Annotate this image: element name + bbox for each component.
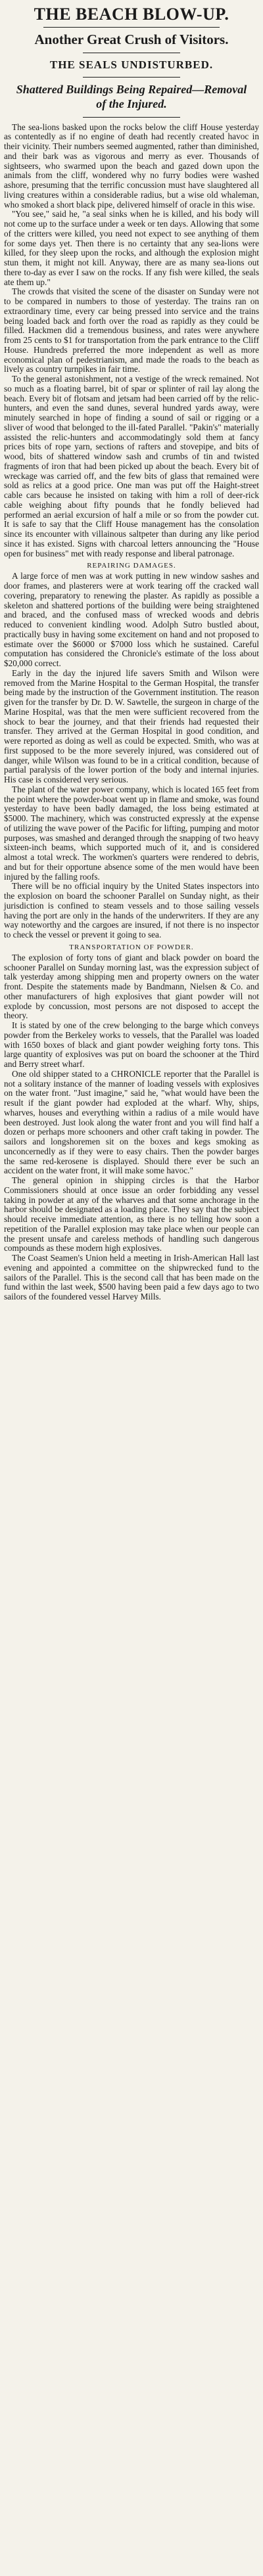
article-paragraph: There will be no official inquiry by the United States inspectors into the explosion on board the schooner Parallel on Sunday night, as their jurisdiction is confined to steam vessels and to those sailing vessels having the port are only in the hands of the underwriters. If they are any way noteworthy and the cargoes are insured, if not there is no inspector to check the vessel or prevent it going to sea. [4, 881, 259, 940]
article-paragraph: The sea-lions basked upon the rocks below the cliff House yesterday as contentedly as if no engine of death had recently created havoc in their vicinity. Their numbers seemed augmented, rather than diminished, and their bark was as vigorous and merry as ever. Thousands of sightseers, who swarmed upon the beach and gazed down upon the animals from the cliff, wondered why no furry bodies were washed ashore, presuming that the terrific concussion must have slaughtered all living creatures within a considerable radius, but a wise old whaleman, who smoked a short black pipe, delivered himself of oracle in this wise. [4, 122, 259, 210]
article-paragraph: A large force of men was at work putting in new window sashes and door frames, and plasterers were at work tearing off the cracked wall covering, preparatory to renewing the plaster. As rapidly as possible a skeleton and shattered portions of the building were being straightened and braced, and the confused mass of wrecked woods and debris reduced to convenient kindling wood. Adolph Sutro bustled about, practically busy in having some excitement on hand and not proposed to estimate over the $6000 or $7000 loss which he sustained. Careful computation has considered the Chronicle's estimate of the loss about $20,000 correct. [4, 571, 259, 669]
article-paragraph: The explosion of forty tons of giant and black powder on board the schooner Parallel on Sunday morning last, was the expression subject of talk yesterday among shipping men and property owners on the water front. Despite the statements made by Bandmann, Nielsen & Co. and other manufacturers of high explosives that giant powder will not explode by concussion, most persons are not disposed to accept the theory. [4, 952, 259, 1021]
subheadline: THE SEALS UNDISTURBED. [49, 58, 214, 72]
article-paragraph: It is stated by one of the crew belonging to the barge which conveys powder from the Berkeley works to vessels, that the Parallel was loaded with 1650 boxes of black and giant powder weighing forty tons. This large quantity of explosives was put on board the schooner at the Third and Berry street wharf. [4, 1020, 259, 1070]
article-paragraph: The crowds that visited the scene of the disaster on Sunday were not to be compared in numbers to those of yesterday. The trains ran on extraordinary time, every car being pressed into service and the trains being loaded back and forth over the road as rapidly as they could be filled. Hackmen did a tremendous business, and rates were anywhere from 25 cents to $1 for transportation from the park entrance to the Cliff House. Hundreds preferred the more independent as well as more economical plan of pedestrianism, and made the roads to the beach as lively as country turnpikes in fair time. [4, 286, 259, 374]
divider-rule [83, 77, 180, 78]
article-paragraph: To the general astonishment, not a vestige of the wreck remained. Not so much as a floating barrel, bit of spar or splinter of rail lay along the beach. Every bit of flotsam and jetsam had been carried off by the relic-hunters, and even the sand dunes, several hundred yards away, were minutely searched in hope of finding a sound of sail or rigging or a sliver of wood that belonged to the ill-fated Parallel. "Pakin's" materially assisted the relic-hunters and accommodatingly sold them at fancy prices bits of rope yarn, sections of rafters and stovepipe, and bits of wood, bits of shattered window sash and crumbs of tin and twisted fragments of iron that had been picked up about the beach. Every bit of wreckage was carried off, and the few bits of glass that remained were sold as relics at a good price. One man was put off the Haight-street cable cars because he insisted on taking with him a roll of deer-rick cable weighing about fifty pounds that he fondly believed had performed an aerial excursion of half a mile or so from the powder cut. It is safe to say that the Cliff House management has the consolation since its encounter with villainous saltpeter than during any like period since it has existed. Signs with charcoal letters announcing the "House open for business" met with ready response and liberal patronage. [4, 374, 259, 558]
article-paragraph: The Coast Seamen's Union held a meeting in Irish-American Hall last evening and appointed a committee on the shipwrecked fund to the sailors of the Parallel. This is the second call that has been made on the fund within the last week, $500 having been paid a few days ago to two sailors of the foundered vessel Harvey Mills. [4, 1253, 259, 1302]
article-paragraph: Early in the day the injured life savers Smith and Wilson were removed from the Marine Hospital to the German Hospital, the transfer being made by the instruction of the Government institution. The reason given for the transfer by Dr. D. W. Sawtelle, the surgeon in charge of the Marine Hospital, was that the men were sufficient recovered from the shock to bear the journey, and that their friends had requested their transfer. They arrived at the German Hospital in good condition, and were reported as doing as well as could be expected. Smith, who was at first supposed to be the more severely injured, was considered out of danger, while Wilson was found to be in a critical condition, because of partial paralysis of the lower portion of the body and internal injuries. His case is considered very serious. [4, 667, 259, 785]
headline: THE BEACH BLOW-UP. [34, 5, 229, 24]
section-title-powder: TRANSPORTATION OF POWDER. [69, 943, 194, 951]
article-paragraph: "You see," said he, "a seal sinks when he is killed, and his body will not come up to the surface under a week or ten days. Allowing that some of the critters were killed, you need not expect to see anything of them for some days yet. Then there is no certainty that any sea-lions were killed, for they sleep upon the rocks, and although the explosion might stun them, it might not kill. Anyway, there are as many sea-lions out there to-day as ever I saw on the rocks. If any fish were killed, the seals ate them up." [4, 209, 259, 287]
article-paragraph: The plant of the water power company, which is located 165 feet from the point where the powder-boat went up in flame and smoke, was found yesterday to have been badly damaged, the loss being estimated at $5000. The machinery, which was constructed expressly at the expense of utilizing the wave power of the Pacific for lifting, pumping and motor purposes, was smashed and deranged through the snapping of two heavy sixteen-inch beams, which supported much of it, and is considered almost a total wreck. The workmen's quarters were rendered to debris, and but for their opportune absence some of the men would have been injured by the falling roofs. [4, 784, 259, 882]
divider-rule [43, 27, 220, 28]
deck-headline: Another Great Crush of Visitors. [34, 32, 229, 48]
article-paragraph: One old shipper stated to a CHRONICLE reporter that the Parallel is not a solitary instance of the manner of loading vessels with explosives on the water front. "Just imagine," said he, "what would have been the result if the giant powder had exploded at the wharf. Why, ships, wharves, houses and everything within a radius of a mile would have been destroyed. Just look along the water front and you will find half a dozen or perhaps more schooners and other craft taking in powder. The sailors and longshoremen sit on the boxes and kegs smoking as unconcernedly as if they were to easy chairs. Then the powder barges the same red-kerosene is displayed. Should there ever be such an accident on the water front, it will make some havoc." [4, 1068, 259, 1176]
secondary-deck: Shattered Buildings Being Repaired—Removal of the Injured. [16, 83, 247, 111]
section-title-repairs: REPAIRING DAMAGES. [87, 562, 176, 570]
article-paragraph: The general opinion in shipping circles is that the Harbor Commissioners should at once issue an order forbidding any vessel taking in powder at any of the wharves and that some anchorage in the harbor should be designated as a loading place. They say that the subject should receive immediate attention, as there is no telling how soon a repetition of the Parallel explosion may take place when our people can the present unsafe and careless methods of handling such dangerous compounds as these modern high explosives. [4, 1175, 259, 1254]
divider-rule [83, 117, 180, 118]
